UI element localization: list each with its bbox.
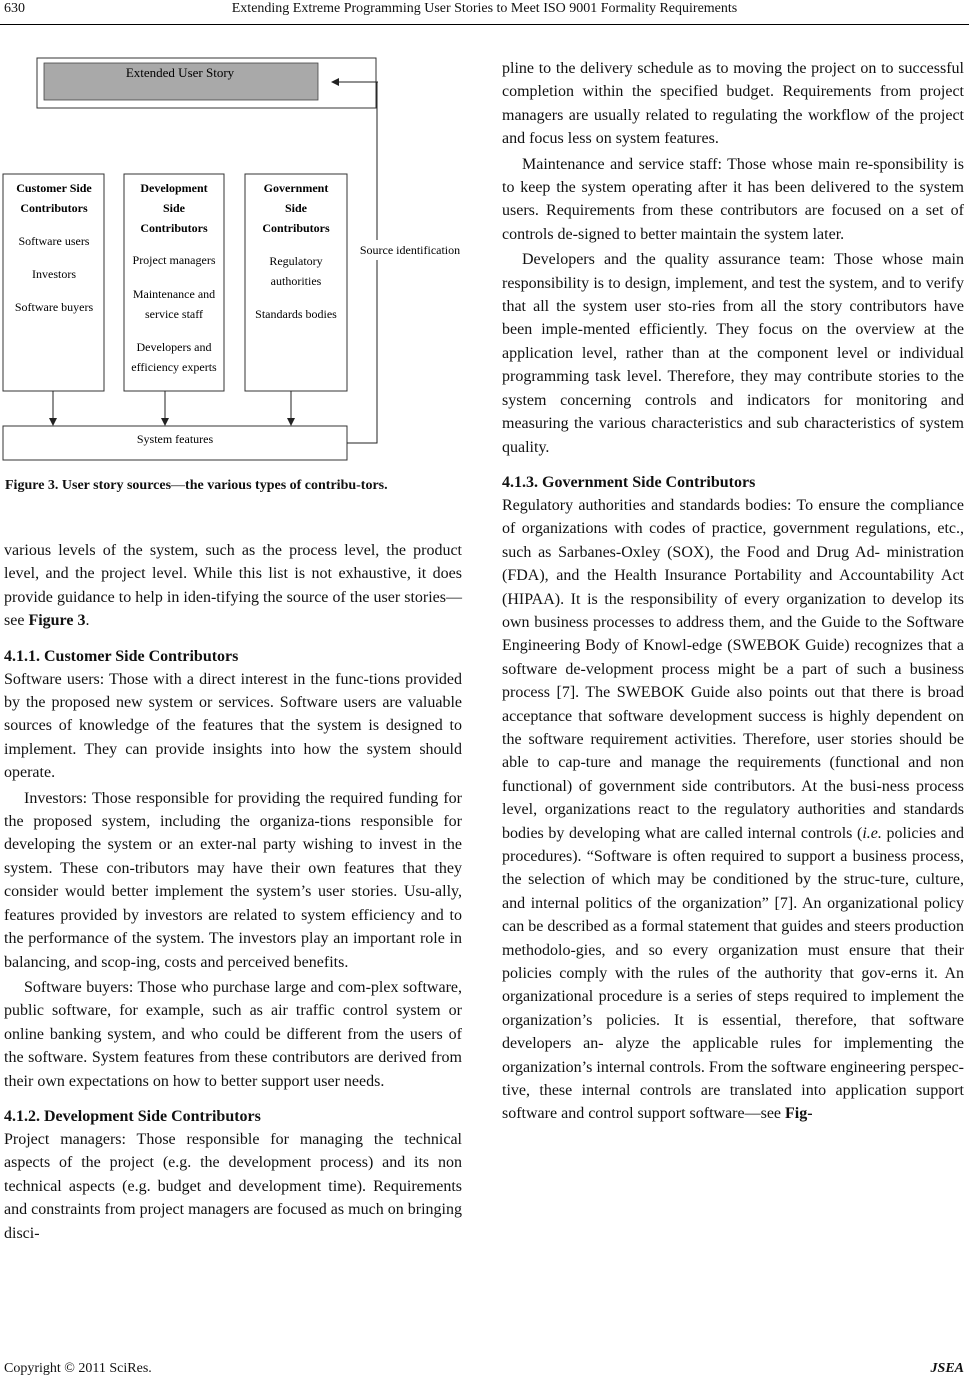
government-item-standards-bodies: Standards bodies	[255, 307, 337, 321]
government-item-regulatory-2: authorities	[270, 274, 322, 288]
left-paragraph-investors: Investors: Those responsible for providing the required funding for the proposed system, including the organiza-tions responsible for developing the system or an exter-nal party wishing to invest in the system. These con-tributors may have their own features that they consider would better implement the system’s user stories. Usu-ally, features provided by investors are related to system efficiency and to the performance of the system. The investors play an important role in balancing, and scop-ing, costs and perceived benefits.	[4, 789, 462, 971]
customer-item-investors: Investors	[32, 267, 76, 281]
development-item-project-managers: Project managers	[132, 253, 216, 267]
right-paragraph-regulatory: Regulatory authorities and standards bodies: To ensure the compliance of organizations with codes of practice, government regulations, etc., such as Sarbanes-Oxley (SOX), the Food and Drug Ad- ministration (FDA), and the Health Insurance Portability and Accountability Act (HIPAA). It is the responsibility of every organization to develop its own business processes to address them, and the Guide to the Software Engineering Body of Knowl-edge (SWEBOK Guide) recognizes that a software de-velopment process might be a part of such a business process [7]. The SWEBOK Guide also points out that there is broad acceptance that software development success is highly dependent on the software requirement activities. Therefore, user stories should be able to cap-ture and manage the requirements (functional and non functional) of government side contributors. At the busi-ness process level, organizations react to the regulatory authorities and standards bodies by developing what are called internal controls (i.e. policies and procedures). “Software is often required to support a business process, the selection of which may be conditioned by the struc-ture, culture, and internal politics of the organization” [7]. An organizational policy can be described as a formal statement that guides and steers production methodolo-gies, and so every organization must ensure that their policies comply with the rules of the authority that gov-erns it. An organizational procedure is a series of steps required to implement the organization’s policies. It is essential, therefore, that software developers an- alyze the applicable rules for implementing the organization’s internal controls. From the software engineering perspec-tive, these internal controls are translated into application support software and control support software—see Fig-	[502, 496, 965, 1123]
running-title: Extending Extreme Programming User Stories to Meet ISO 9001 Formality Requirements	[231, 1, 738, 16]
right-paragraph-developers: Developers and the quality assurance team: Those whose main responsibility is to design, implement, and test the system, and to verify that all the system user sto-ries from all the story contributors have been imple-mented efficiently. They focus on the overview at the application level, rather than at the component level or individual programming task level. Therefore, they may contribute stories to the system concerning controls and indicators for monitoring and measuring the various characteristics and sub characteristics of system quality.	[502, 251, 964, 456]
page-header	[0, 1, 969, 23]
figure-3	[0, 50, 470, 470]
page-number: 630	[4, 1, 25, 16]
development-item-developers-2: efficiency experts	[131, 360, 217, 374]
government-title-2: Side	[284, 201, 308, 215]
left-paragraph-software-buyers: Software buyers: Those who purchase large and com-plex software, public software, for example, such as air traffic control system or online banking system, and who could be different from the users of the software. System features from these contributors are derived from their own expectations on how to better support user needs.	[4, 978, 462, 1090]
figure-diagram	[0, 50, 470, 470]
section-heading-4-1-3: 4.1.3. Government Side Contributors	[502, 473, 756, 491]
copyright: Copyright © 2011 SciRes.	[4, 1361, 152, 1376]
section-heading-4-1-1: 4.1.1. Customer Side Contributors	[4, 647, 239, 665]
source-identification-line	[347, 82, 378, 443]
customer-title-1: Customer Side	[16, 181, 92, 195]
government-item-regulatory-1: Regulatory	[269, 254, 323, 268]
section-heading-4-1-2: 4.1.2. Development Side Contributors	[4, 1107, 261, 1125]
figure-caption	[5, 475, 463, 496]
left-paragraph-project-managers: Project managers: Those responsible for managing the technical aspects of the project (e.g. the development process) and its non technical aspects (e.g. budget and development time). Requirements and constraints from project managers are focused as much on bringing disci-	[4, 1130, 462, 1242]
header-rule	[0, 24, 969, 25]
figure-reference: Fig-	[785, 1105, 813, 1123]
development-title-2: Side	[162, 201, 186, 215]
right-paragraph-1: pline to the delivery schedule as to moving the project on to successful completion within the specified budget. Requirements from project managers are usually related to regulating the workflow of the project and focus less on system features.	[502, 60, 964, 148]
left-column	[4, 539, 462, 1245]
figure-3-reference: Figure 3	[28, 612, 86, 630]
journal-abbrev: JSEA	[930, 1361, 964, 1376]
customer-title-2: Contributors	[20, 201, 88, 215]
system-features-label: System features	[136, 432, 214, 446]
development-item-maintenance-1: Maintenance and	[132, 287, 216, 301]
customer-item-software-users: Software users	[18, 234, 90, 248]
caption-rest: the various types of contribu-tors.	[185, 478, 388, 493]
customer-item-software-buyers: Software buyers	[14, 300, 94, 314]
caption-dash: —	[171, 478, 186, 493]
left-paragraph-1: various levels of the system, such as the process level, the product level, and the project level. While this list is not exhaustive, it does provide guidance to help in iden-tifying the source of the user stories—see Figure 3.	[4, 542, 462, 630]
development-item-developers-1: Developers and	[136, 340, 212, 354]
extended-user-story-label: Extended User Story	[125, 65, 235, 80]
right-column	[502, 57, 964, 1126]
caption-main: Figure 3. User story sources	[5, 478, 172, 493]
right-paragraph-maintenance: Maintenance and service staff: Those whose main re-sponsibility is to keep the system operating after it has been delivered to the system users. Requirements from these contributors are focused on a set of controls de-signed to better maintain the system later.	[502, 155, 964, 243]
government-title-1: Government	[263, 181, 329, 195]
development-title-1: Development	[140, 181, 208, 195]
government-title-3: Contributors	[262, 221, 330, 235]
left-paragraph-software-users: Software users: Those with a direct interest in the func-tions provided by the proposed new system or services. Software users are valuable sources of knowledge of the features that the system is designed to implement. They can provide insights into how the system should operate.	[4, 670, 462, 782]
source-identification-label: Source identification	[359, 243, 461, 257]
development-item-maintenance-2: service staff	[144, 307, 204, 321]
development-title-3: Contributors	[140, 221, 208, 235]
